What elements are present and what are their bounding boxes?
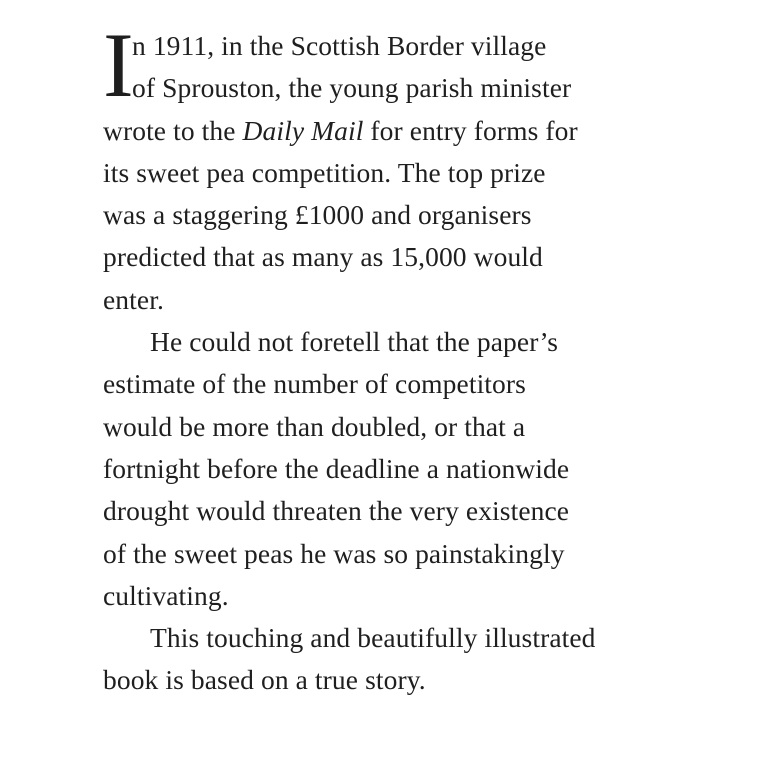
text-line: He could not foretell that the paper’s bbox=[150, 326, 559, 358]
text-line: book is based on a true story. bbox=[103, 664, 426, 696]
text-line: predicted that as many as 15,000 would bbox=[103, 241, 543, 273]
body-text bbox=[103, 14, 663, 702]
text-line: estimate of the number of competitors bbox=[103, 368, 526, 400]
paragraph-2 bbox=[103, 321, 663, 617]
text-line: fortnight before the deadline a nationwide bbox=[103, 452, 570, 484]
text-line: of the sweet peas he was so painstakingly bbox=[103, 537, 565, 569]
text-line: enter. bbox=[103, 283, 164, 315]
newspaper-title: Daily Mail bbox=[242, 114, 364, 146]
paragraph-3 bbox=[103, 617, 663, 702]
text-line: This touching and beautifully illustrated bbox=[150, 622, 596, 654]
drop-cap: I bbox=[103, 14, 134, 116]
text-line: cultivating. bbox=[103, 579, 229, 611]
text-line bbox=[103, 110, 663, 152]
paragraph-1 bbox=[103, 14, 663, 321]
text-line: n 1911, in the Scottish Border village bbox=[132, 30, 547, 61]
text-line: was a staggering £1000 and organisers bbox=[103, 199, 532, 231]
text-line: drought would threaten the very existence bbox=[103, 495, 570, 527]
text-line: its sweet pea competition. The top prize bbox=[103, 156, 546, 188]
text-line: would be more than doubled, or that a bbox=[103, 410, 526, 442]
text-line: of Sprouston, the young parish minister bbox=[132, 72, 572, 104]
text-segment: for entry forms for bbox=[363, 114, 578, 146]
text-segment: wrote to the bbox=[103, 114, 243, 146]
